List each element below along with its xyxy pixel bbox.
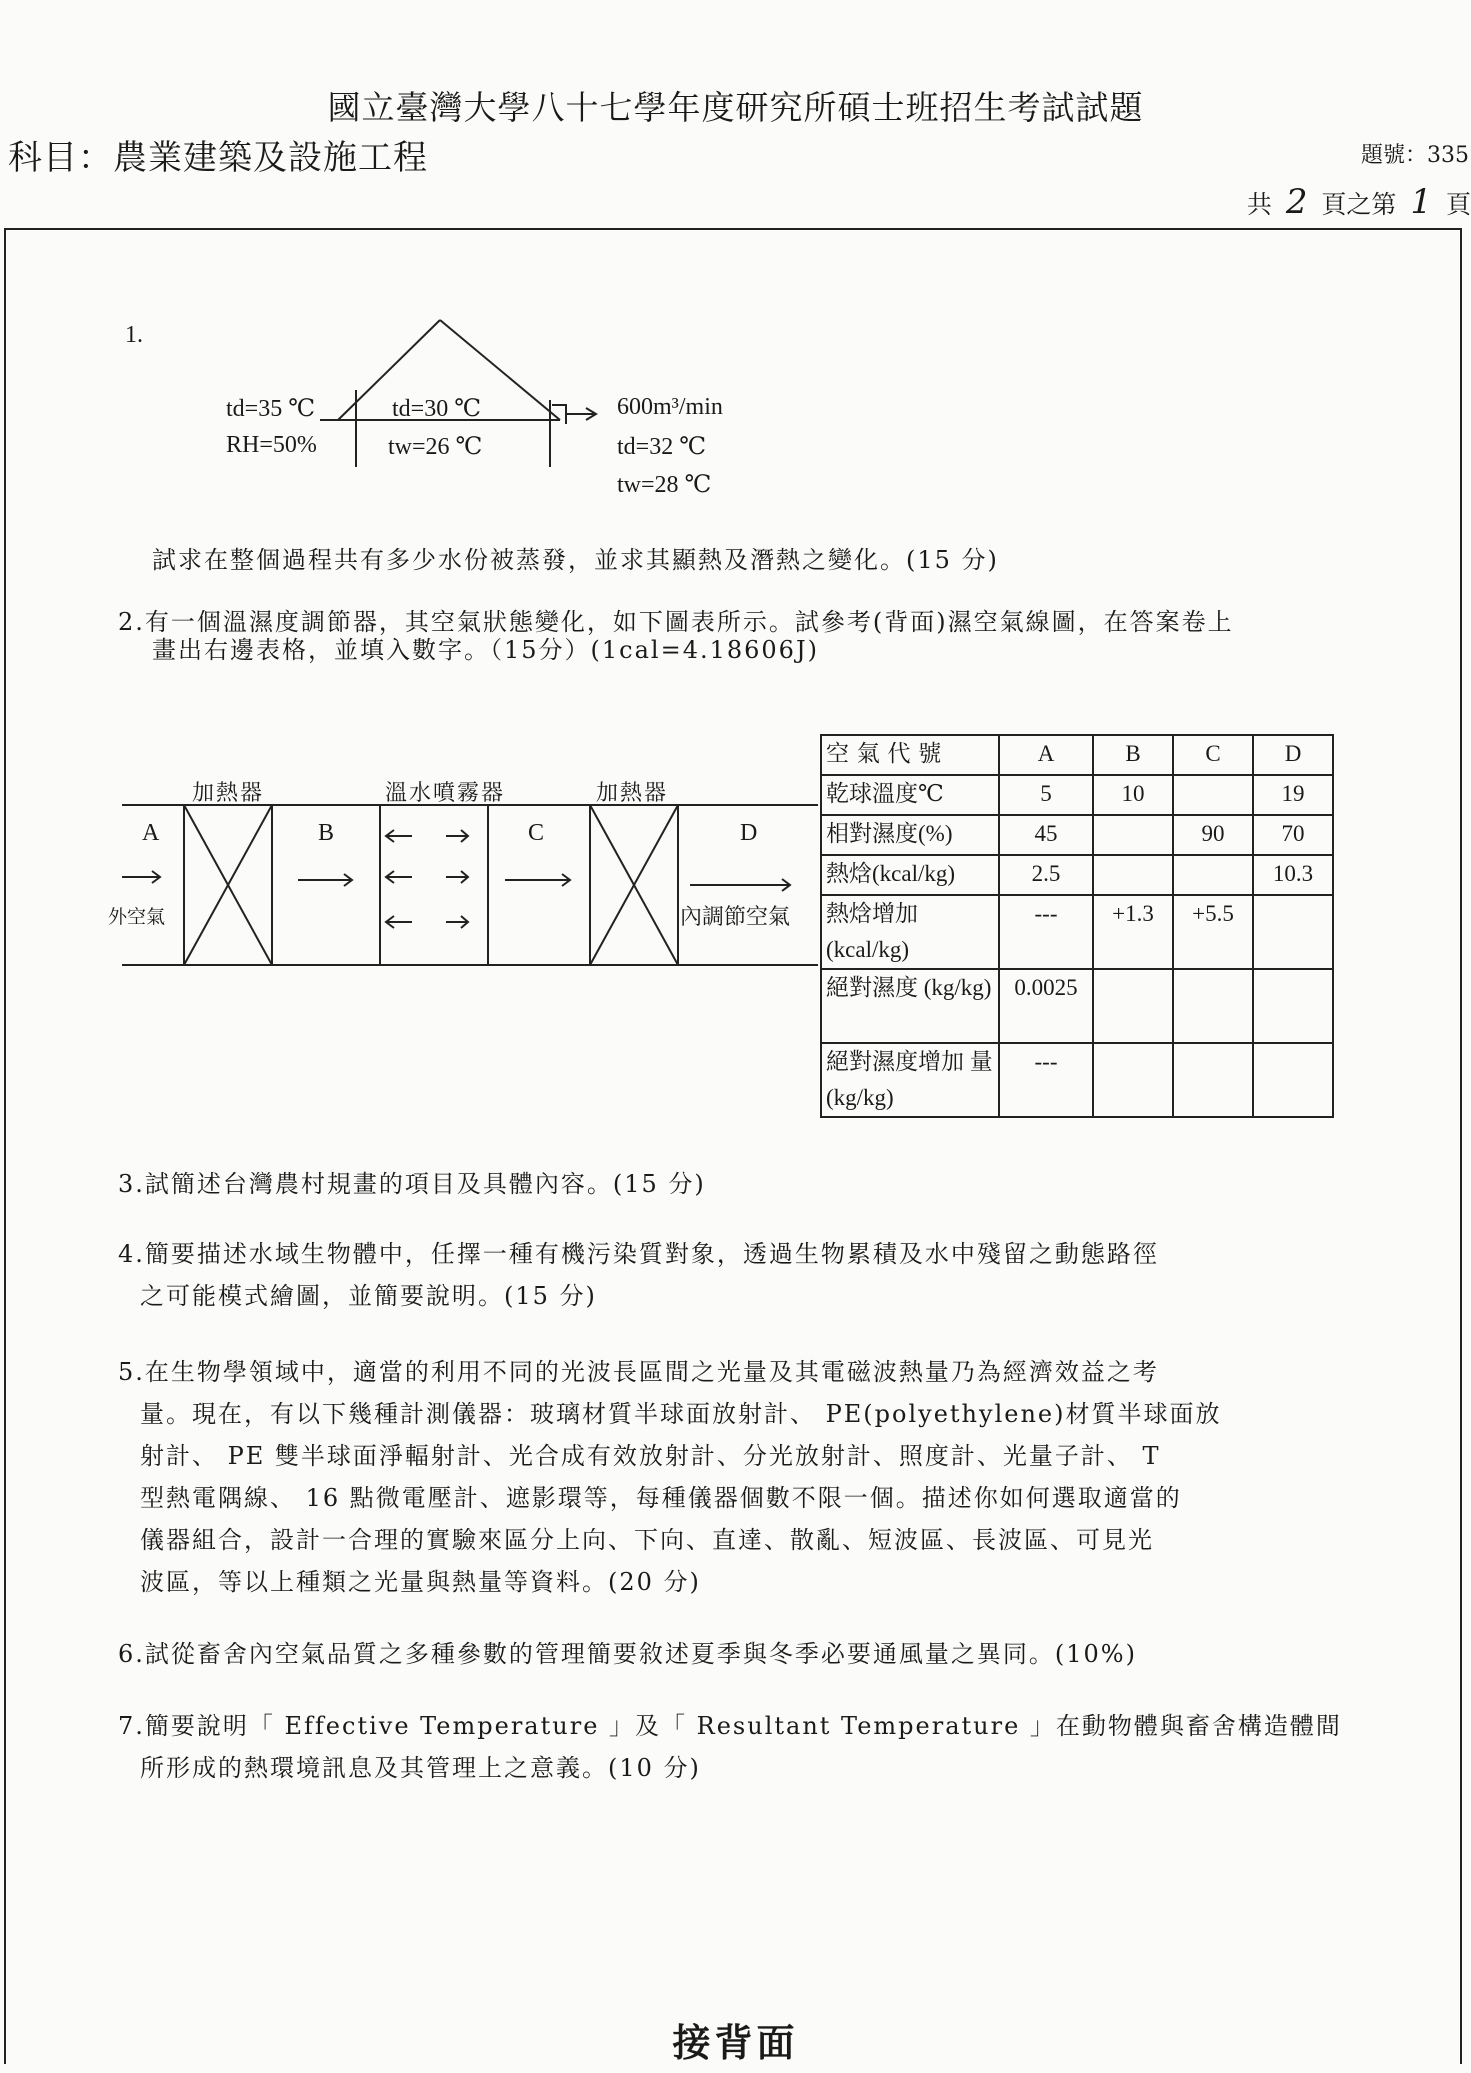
- table-row: [821, 969, 1333, 1043]
- sprayer-label: 溫水噴霧器: [385, 781, 506, 806]
- table-row: [821, 895, 1333, 969]
- q5-line5: 儀器組合，設計一合理的實驗來區分上向、下向、直達、散亂、短波區、長波區、可見光: [140, 1526, 1154, 1554]
- state-d-label: D: [740, 820, 758, 846]
- table-cell: ---: [999, 1043, 1093, 1117]
- exam-title: 國立臺灣大學八十七學年度研究所碩士班招生考試試題: [327, 88, 1144, 127]
- table-cell: [1173, 855, 1253, 895]
- subject-label: 科目：農業建築及設施工程: [8, 138, 428, 178]
- q4-line1: 4.簡要描述水域生物體中，任擇一種有機污染質對象，透過生物累積及水中殘留之動態路徑: [118, 1240, 1159, 1268]
- q7-line2: 所形成的熱環境訊息及其管理上之意義。(10 分): [140, 1754, 701, 1782]
- pages-total: 2: [1285, 182, 1308, 222]
- table-header-cell: 空 氣 代 號: [821, 735, 999, 775]
- q1-exhaust-td: td=32 ℃: [617, 434, 707, 460]
- q2-line2: 畫出右邊表格，並填入數字。（15分）(1cal=4.18606J): [152, 636, 819, 664]
- pages-mid: 頁之第: [1321, 190, 1397, 219]
- table-cell: [1253, 1043, 1333, 1117]
- table-cell: [1093, 1043, 1173, 1117]
- state-a-label: A: [142, 820, 160, 846]
- table-cell: 45: [999, 815, 1093, 855]
- table-cell: 5: [999, 775, 1093, 815]
- table-cell: 0.0025: [999, 969, 1093, 1043]
- table-cell: [1093, 855, 1173, 895]
- question-code: 題號：335: [1361, 143, 1469, 168]
- table-cell: 70: [1253, 815, 1333, 855]
- table-cell: 相對濕度(%): [821, 815, 999, 855]
- q5-line2: 量。現在，有以下幾種計測儀器：玻璃材質半球面放射計、 PE(polyethylene)材質半球面放: [140, 1400, 1222, 1428]
- q2-line1: 2.有一個溫濕度調節器，其空氣狀態變化，如下圖表所示。試參考(背面)濕空氣線圖，在答案卷上: [118, 608, 1234, 636]
- table-cell: 熱焓(kcal/kg): [821, 855, 999, 895]
- q5-line4: 型熱電隅線、 16 點微電壓計、遮影環等，每種儀器個數不限一個。描述你如何選取適當的: [140, 1484, 1182, 1512]
- q1-inside-td: td=30 ℃: [392, 396, 482, 422]
- q7-line1: 7.簡要說明「 Effective Temperature 」及「 Resultant Temperature 」在動物體與畜舍構造體間: [118, 1712, 1342, 1740]
- q1-flow-rate: 600m³/min: [617, 394, 723, 420]
- state-c-label: C: [528, 820, 545, 846]
- table-cell: 絕對濕度增加 量(kg/kg): [821, 1043, 999, 1117]
- table-cell: 19: [1253, 775, 1333, 815]
- conditioned-air-label: 內調節空氣: [680, 905, 791, 930]
- table-header-cell: A: [999, 735, 1093, 775]
- table-cell: 10: [1093, 775, 1173, 815]
- q1-number: 1.: [125, 322, 143, 348]
- table-cell: [1093, 969, 1173, 1043]
- air-state-table: [820, 734, 1334, 1118]
- state-b-label: B: [318, 820, 335, 846]
- q1-outside-td: td=35 ℃: [226, 396, 316, 422]
- table-cell: [1173, 775, 1253, 815]
- q5-line6: 波區，等以上種類之光量與熱量等資料。(20 分): [140, 1568, 701, 1596]
- continue-on-back-note: 接背面: [672, 2020, 799, 2065]
- table-cell: [1253, 969, 1333, 1043]
- pages-current: 1: [1410, 182, 1433, 222]
- q1-exhaust-tw: tw=28 ℃: [617, 472, 712, 498]
- pages-suffix: 頁: [1445, 190, 1471, 219]
- table-cell: ---: [999, 895, 1093, 969]
- heater-1-label: 加熱器: [192, 781, 265, 806]
- table-cell: +1.3: [1093, 895, 1173, 969]
- table-cell: [1173, 1043, 1253, 1117]
- q1-outside-rh: RH=50%: [226, 432, 317, 458]
- table-header-cell: B: [1093, 735, 1173, 775]
- table-cell: [1093, 815, 1173, 855]
- table-cell: 90: [1173, 815, 1253, 855]
- table-header-cell: D: [1253, 735, 1333, 775]
- table-header-row: [821, 735, 1333, 775]
- pages-prefix: 共: [1246, 190, 1272, 219]
- table-cell: 乾球溫度℃: [821, 775, 999, 815]
- q5-line1: 5.在生物學領域中，適當的利用不同的光波長區間之光量及其電磁波熱量乃為經濟效益之考: [118, 1358, 1159, 1386]
- q5-line3: 射計、 PE 雙半球面淨輻射計、光合成有效放射計、分光放射計、照度計、光量子計、 T: [140, 1442, 1161, 1470]
- table-cell: +5.5: [1173, 895, 1253, 969]
- heater-2-label: 加熱器: [596, 781, 669, 806]
- q4-line2: 之可能模式繪圖，並簡要說明。(15 分): [140, 1282, 597, 1310]
- table-cell: [1173, 969, 1253, 1043]
- q6-text: 6.試從畜舍內空氣品質之多種參數的管理簡要敘述夏季與冬季必要通風量之異同。(10%): [118, 1640, 1137, 1668]
- table-cell: 絕對濕度 (kg/kg): [821, 969, 999, 1043]
- table-cell: 10.3: [1253, 855, 1333, 895]
- table-row: [821, 855, 1333, 895]
- table-row: [821, 815, 1333, 855]
- table-cell: 熱焓增加 (kcal/kg): [821, 895, 999, 969]
- table-cell: 2.5: [999, 855, 1093, 895]
- q1-inside-tw: tw=26 ℃: [388, 434, 483, 460]
- table-cell: [1253, 895, 1333, 969]
- table-row: [821, 775, 1333, 815]
- q3-text: 3.試簡述台灣農村規畫的項目及具體內容。(15 分): [118, 1170, 706, 1198]
- table-header-cell: C: [1173, 735, 1253, 775]
- q1-text: 試求在整個過程共有多少水份被蒸發，並求其顯熱及潛熱之變化。(15 分): [152, 546, 999, 574]
- outside-air-label: 外空氣: [108, 906, 166, 928]
- table-row: [821, 1043, 1333, 1117]
